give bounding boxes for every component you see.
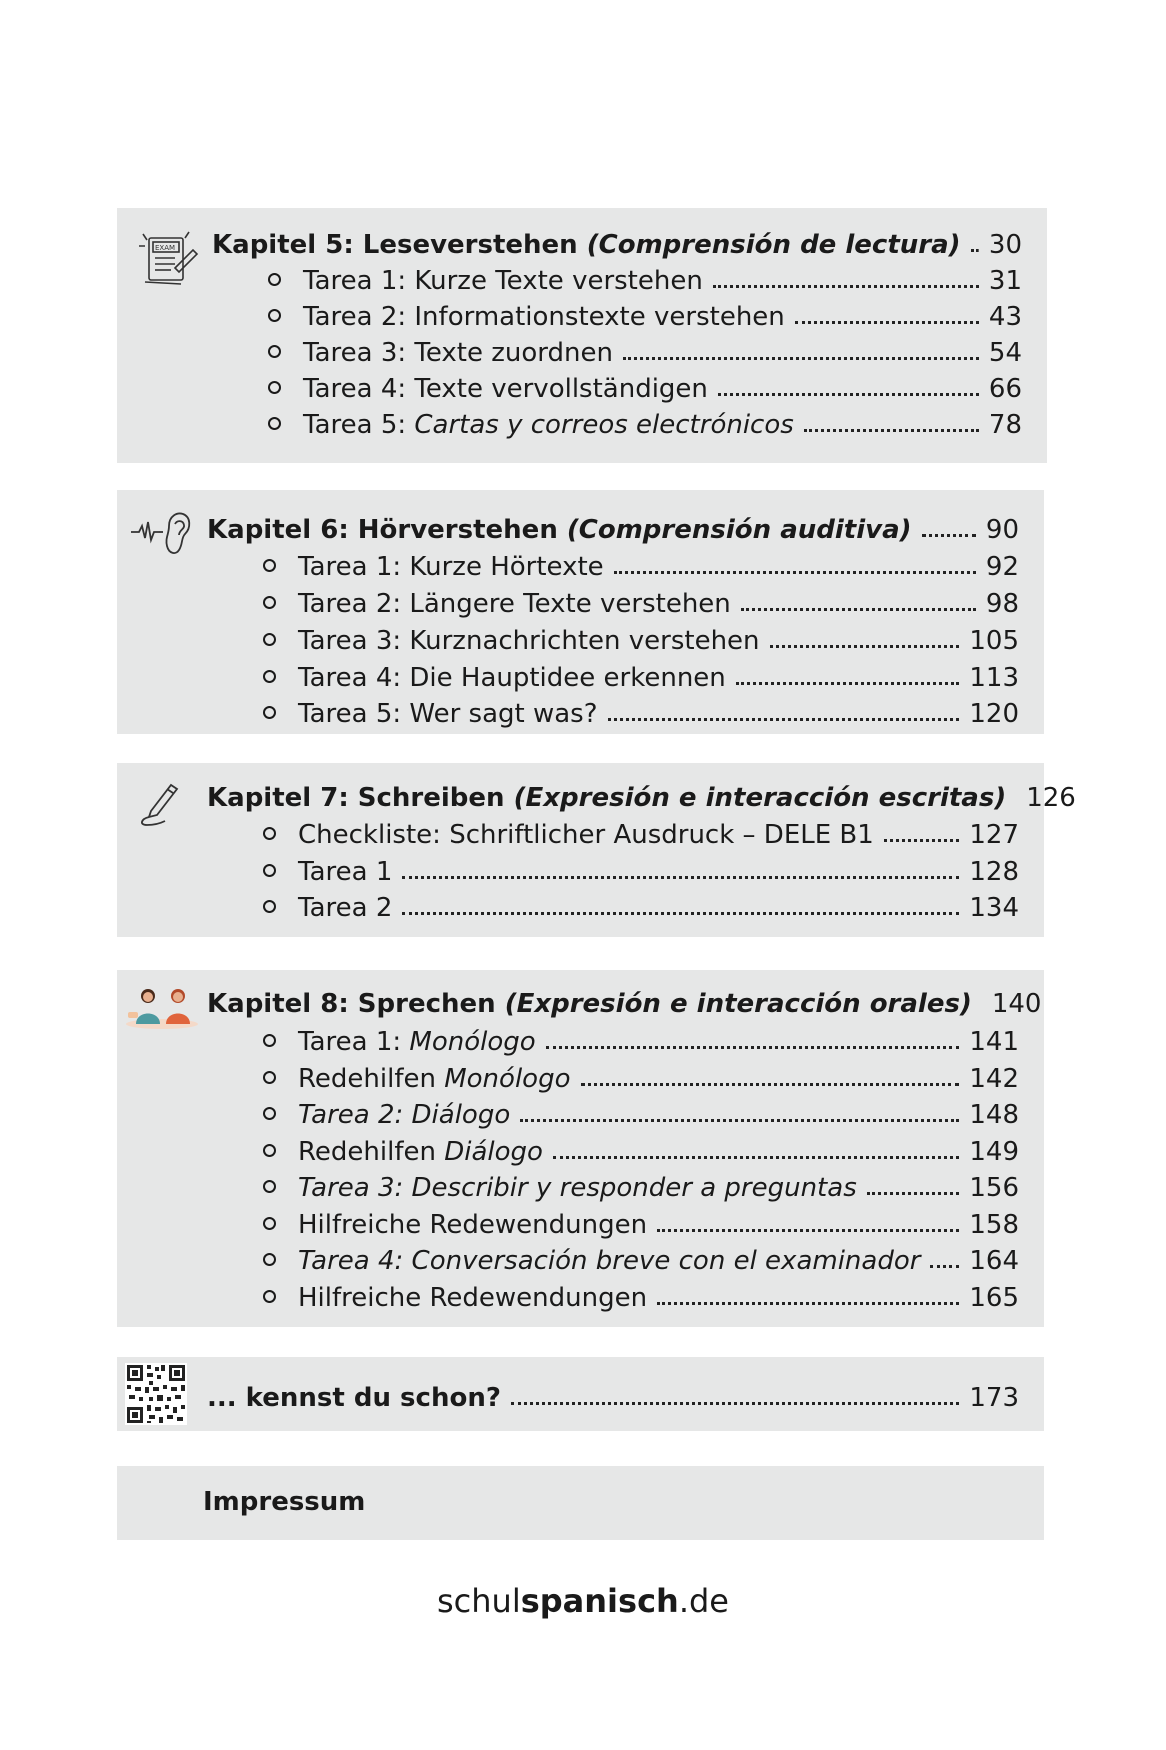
- page-number: 142: [969, 1064, 1019, 1094]
- page-number: 31: [988, 266, 1022, 296]
- toc-item[interactable]: [263, 1027, 1019, 1057]
- bullet-icon: [263, 1253, 276, 1266]
- svg-text:EXAM: EXAM: [155, 244, 176, 252]
- page-number: 165: [969, 1283, 1019, 1313]
- chapter-title: Kapitel 5: Leseverstehen: [212, 230, 578, 260]
- toc-item[interactable]: [263, 1283, 1019, 1313]
- item-label: Tarea 2: Informationstexte verstehen: [303, 302, 785, 332]
- bullet-icon: [263, 559, 276, 572]
- page-number: 164: [969, 1246, 1019, 1276]
- kennst-du-schon-entry[interactable]: [207, 1383, 1019, 1413]
- toc-item[interactable]: [263, 1064, 1019, 1094]
- footer-brand: [0, 1582, 1166, 1620]
- item-label-italic: Tarea 2: Diálogo: [298, 1100, 511, 1130]
- item-label: Tarea 3: Texte zuordnen: [303, 338, 613, 368]
- page-number: 149: [969, 1137, 1019, 1167]
- toc-item[interactable]: [263, 1173, 1019, 1203]
- toc-item[interactable]: [263, 820, 1019, 850]
- leader-dots: [511, 1401, 959, 1405]
- leader-dots: [795, 320, 979, 324]
- toc-item[interactable]: [263, 1100, 1019, 1130]
- chapter-subtitle: (Expresión e interacción orales): [504, 989, 972, 1019]
- item-label-italic: Diálogo: [444, 1137, 543, 1167]
- leader-dots: [804, 428, 979, 432]
- qr-code-icon: [125, 1363, 187, 1425]
- item-label: Tarea 3: Kurznachrichten verstehen: [298, 626, 760, 656]
- chapter-title: Kapitel 7: Schreiben: [207, 783, 505, 813]
- leader-dots: [736, 681, 960, 685]
- impressum-entry[interactable]: [203, 1487, 503, 1517]
- bullet-icon: [268, 417, 281, 430]
- toc-item[interactable]: [263, 552, 1019, 582]
- leader-dots: [402, 875, 959, 879]
- toc-item[interactable]: [268, 410, 1022, 440]
- toc-item[interactable]: [263, 589, 1019, 619]
- page-number: 158: [969, 1210, 1019, 1240]
- brand-suffix: .de: [678, 1582, 729, 1620]
- item-label: Tarea 5: Wer sagt was?: [298, 699, 598, 729]
- page-number: 43: [988, 302, 1022, 332]
- bullet-icon: [263, 900, 276, 913]
- chapter-title: Kapitel 6: Hörverstehen: [207, 515, 558, 545]
- toc-item[interactable]: [263, 1210, 1019, 1240]
- leader-dots: [581, 1082, 960, 1086]
- toc-item[interactable]: [268, 266, 1022, 296]
- page-number: 78: [988, 410, 1022, 440]
- item-label: Checkliste: Schriftlicher Ausdruck – DELE B1: [298, 820, 874, 850]
- leader-dots: [971, 248, 979, 252]
- page-number: 90: [985, 515, 1019, 545]
- brand-bold: spanisch: [520, 1582, 679, 1620]
- leader-dots: [930, 1264, 959, 1268]
- ear-icon: [129, 508, 195, 558]
- item-label: Redehilfen: [298, 1137, 445, 1167]
- chapter-subtitle: (Expresión e interacción escritas): [513, 783, 1007, 813]
- leader-dots: [657, 1301, 959, 1305]
- item-label: Redehilfen: [298, 1064, 445, 1094]
- exam-icon: [135, 228, 201, 294]
- impressum-title: Impressum: [203, 1487, 366, 1517]
- item-label: Tarea 1: Kurze Texte verstehen: [303, 266, 703, 296]
- leader-dots: [608, 717, 960, 721]
- toc-item[interactable]: [263, 893, 1019, 923]
- page-number: 126: [1026, 783, 1076, 813]
- chapter-7-entry[interactable]: [207, 783, 1076, 813]
- leader-dots: [713, 284, 979, 288]
- leader-dots: [553, 1155, 959, 1159]
- item-label: Tarea 2: Längere Texte verstehen: [298, 589, 731, 619]
- item-label-italic: Monólogo: [409, 1027, 536, 1057]
- item-label: Hilfreiche Redewendungen: [298, 1210, 648, 1240]
- page-number: 54: [988, 338, 1022, 368]
- page-number: 140: [991, 989, 1042, 1019]
- item-label: Tarea 2: [298, 893, 393, 923]
- bullet-icon: [263, 1290, 276, 1303]
- leader-dots: [402, 911, 959, 915]
- item-label-italic: Cartas y correos electrónicos: [414, 410, 794, 440]
- bullet-icon: [263, 706, 276, 719]
- bullet-icon: [268, 309, 281, 322]
- bullet-icon: [263, 1180, 276, 1193]
- bullet-icon: [263, 633, 276, 646]
- item-label: Tarea 1: Kurze Hörtexte: [298, 552, 604, 582]
- bullet-icon: [263, 864, 276, 877]
- page-number: 92: [985, 552, 1019, 582]
- item-label-italic: Tarea 3: Describir y responder a preguntas: [298, 1173, 857, 1203]
- toc-item[interactable]: [263, 1137, 1019, 1167]
- toc-item[interactable]: [263, 1246, 1019, 1276]
- chapter-8-entry[interactable]: [207, 989, 1042, 1019]
- item-label-italic: Tarea 4: Conversación breve con el examinador: [298, 1246, 921, 1276]
- bullet-icon: [263, 1107, 276, 1120]
- page-number: 113: [969, 663, 1019, 693]
- page-number: 156: [969, 1173, 1019, 1203]
- bullet-icon: [268, 381, 281, 394]
- bullet-icon: [263, 1034, 276, 1047]
- leader-dots: [770, 644, 960, 648]
- bullet-icon: [268, 273, 281, 286]
- toc-item[interactable]: [263, 699, 1019, 729]
- page-number: 127: [969, 820, 1019, 850]
- bullet-icon: [268, 345, 281, 358]
- page-number: 120: [969, 699, 1019, 729]
- pencil-icon: [137, 779, 183, 827]
- item-label: Tarea 4: Texte vervollständigen: [303, 374, 708, 404]
- item-label: Hilfreiche Redewendungen: [298, 1283, 648, 1313]
- toc-item[interactable]: [263, 626, 1019, 656]
- toc-item[interactable]: [268, 302, 1022, 332]
- people-talking-icon: [122, 984, 202, 1030]
- leader-dots: [922, 533, 976, 537]
- leader-dots: [520, 1118, 959, 1122]
- page-number: 173: [969, 1383, 1019, 1413]
- toc-item[interactable]: [263, 857, 1019, 887]
- bullet-icon: [263, 827, 276, 840]
- bullet-icon: [263, 1071, 276, 1084]
- chapter-6-entry[interactable]: [207, 515, 1019, 545]
- leader-dots: [884, 838, 960, 842]
- page-number: 66: [988, 374, 1022, 404]
- leader-dots: [718, 392, 979, 396]
- brand-prefix: schul: [437, 1582, 521, 1620]
- chapter-5-entry[interactable]: [212, 230, 1022, 260]
- item-label: Tarea 1:: [298, 1027, 410, 1057]
- bullet-icon: [263, 1144, 276, 1157]
- toc-item[interactable]: [268, 374, 1022, 404]
- item-label: Tarea 4: Die Hauptidee erkennen: [298, 663, 726, 693]
- page-number: 134: [969, 893, 1019, 923]
- toc-item[interactable]: [263, 663, 1019, 693]
- toc-item[interactable]: [268, 338, 1022, 368]
- bullet-icon: [263, 1217, 276, 1230]
- chapter-title: Kapitel 8: Sprechen: [207, 989, 496, 1019]
- page-number: 128: [969, 857, 1019, 887]
- leader-dots: [614, 570, 976, 574]
- extra-title: ... kennst du schon?: [207, 1383, 501, 1413]
- page-number: 148: [969, 1100, 1019, 1130]
- item-label: Tarea 5:: [303, 410, 415, 440]
- leader-dots: [623, 356, 979, 360]
- page-number: 98: [985, 589, 1019, 619]
- leader-dots: [741, 607, 976, 611]
- chapter-subtitle: (Comprensión auditiva): [566, 515, 912, 545]
- item-label-italic: Monólogo: [444, 1064, 571, 1094]
- item-label: Tarea 1: [298, 857, 393, 887]
- bullet-icon: [263, 596, 276, 609]
- bullet-icon: [263, 670, 276, 683]
- leader-dots: [546, 1045, 960, 1049]
- page-number: 105: [969, 626, 1019, 656]
- page-number: 30: [988, 230, 1022, 260]
- leader-dots: [657, 1228, 959, 1232]
- leader-dots: [867, 1191, 960, 1195]
- chapter-subtitle: (Comprensión de lectura): [586, 230, 961, 260]
- page-number: 141: [969, 1027, 1019, 1057]
